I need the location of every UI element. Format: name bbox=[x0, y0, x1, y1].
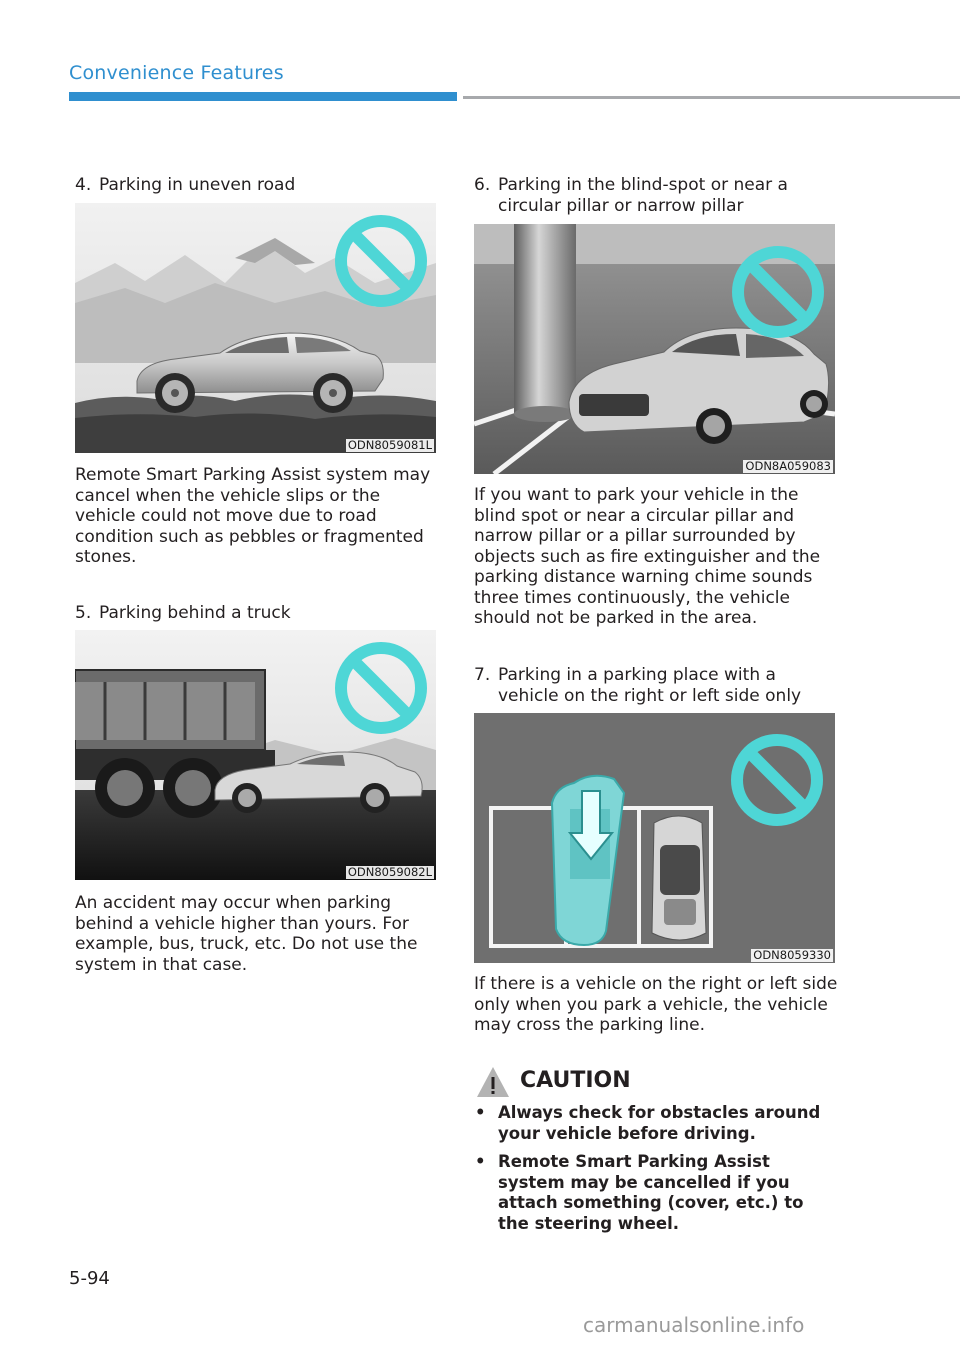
bullet-dot: • bbox=[475, 1152, 486, 1171]
step-title: Parking in a parking place with a vehicle on the right or left side only bbox=[498, 665, 802, 706]
step-number: 6. bbox=[474, 175, 491, 195]
parking-lot-illustration bbox=[474, 713, 835, 963]
step-4-description: Remote Smart Parking Assist system may cancel when the vehicle slips or the vehicle could not move due to road condition such as pebbles or fragmented stones. bbox=[75, 465, 431, 567]
caution-bullet-text: Always check for obstacles around your vehicle before driving. bbox=[498, 1103, 821, 1143]
step-title: Parking behind a truck bbox=[99, 603, 291, 623]
figure-code: ODN8059330 bbox=[753, 948, 831, 962]
figure-behind-truck bbox=[75, 630, 436, 880]
step-7-description: If there is a vehicle on the right or left side only when you park a vehicle, the vehicle may cross the parking line. bbox=[474, 974, 838, 1035]
step-title: Parking in the blind-spot or near a circular pillar or narrow pillar bbox=[498, 175, 788, 216]
step-5-description: An accident may occur when parking behind a vehicle higher than yours. For example, bus, truck, etc. Do not use the system in that case. bbox=[75, 893, 418, 975]
figure-side-vehicle bbox=[474, 713, 835, 963]
step-title: Parking in uneven road bbox=[99, 175, 296, 195]
caution-bullet bbox=[475, 1103, 835, 1144]
pillar-illustration bbox=[474, 224, 835, 474]
bullet-dot: • bbox=[475, 1103, 486, 1122]
step-5-heading bbox=[75, 603, 435, 624]
figure-blind-spot-pillar bbox=[474, 224, 835, 474]
page-number: 5-94 bbox=[69, 1268, 110, 1289]
uneven-road-illustration bbox=[75, 203, 436, 453]
caution-title: CAUTION bbox=[520, 1068, 631, 1093]
caution-bullet-text: Remote Smart Parking Assist system may be cancelled if you attach something (cover, etc.) to the steering wheel. bbox=[498, 1152, 804, 1233]
header-divider bbox=[463, 96, 960, 99]
figure-code: ODN8059082L bbox=[347, 865, 432, 879]
watermark: carmanualsonline.info bbox=[583, 1313, 805, 1337]
step-4-heading bbox=[75, 175, 435, 196]
figure-code: ODN8059081L bbox=[347, 438, 432, 452]
step-6-heading bbox=[474, 175, 836, 217]
step-number: 7. bbox=[474, 665, 491, 685]
warning-triangle-icon bbox=[475, 1064, 511, 1100]
truck-illustration bbox=[75, 630, 436, 880]
step-6-description: If you want to park your vehicle in the blind spot or near a circular pillar and narrow pillar or a pillar surrounded by objects such as fire extinguisher and the parking distance warning chime sounds three times continuously, the vehicle should not be parked in the area. bbox=[474, 485, 821, 628]
section-title: Convenience Features bbox=[69, 62, 284, 84]
caution-bullet bbox=[475, 1152, 835, 1234]
header-accent-bar bbox=[69, 92, 457, 101]
figure-code: ODN8A059083 bbox=[745, 459, 831, 473]
figure-uneven-road bbox=[75, 203, 436, 453]
step-7-heading bbox=[474, 665, 836, 707]
step-number: 4. bbox=[75, 175, 92, 195]
step-number: 5. bbox=[75, 603, 92, 623]
